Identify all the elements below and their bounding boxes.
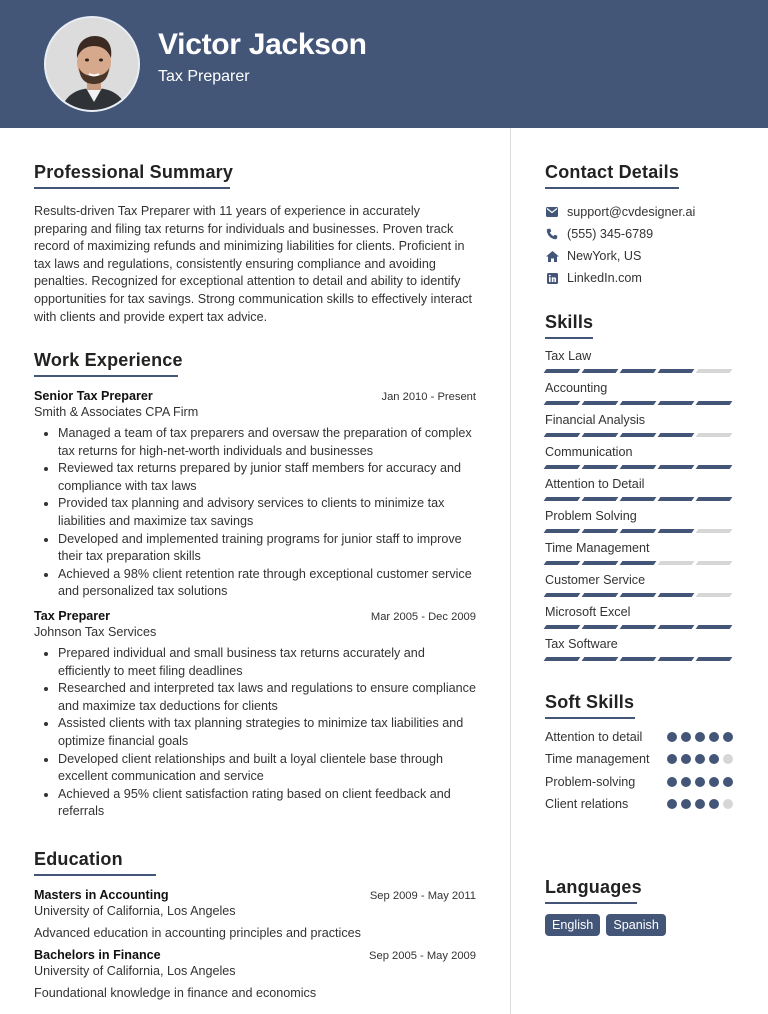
- rating-dot: [695, 799, 705, 809]
- skill-level-segment: [544, 465, 581, 469]
- skill-item: [545, 413, 735, 445]
- rating-dot: [695, 754, 705, 764]
- soft-skill-item: [545, 751, 735, 768]
- contact-phone[interactable]: [545, 223, 735, 245]
- school: University of California, Los Angeles: [34, 904, 236, 918]
- education-heading-rule: [34, 874, 156, 876]
- skill-name: Tax Law: [545, 349, 592, 363]
- soft-skill-rating: [667, 777, 733, 787]
- skill-level-segment: [696, 657, 733, 661]
- rating-dot: [681, 799, 691, 809]
- rating-dot: [723, 732, 733, 742]
- soft-skill-item: [545, 729, 735, 746]
- rating-dot: [695, 777, 705, 787]
- skill-level-segment: [620, 433, 657, 437]
- skill-item: [545, 541, 735, 573]
- soft-skill-name: Client relations: [545, 797, 629, 812]
- job-bullet: Researched and interpreted tax laws and regulations to ensure compliance and maximize tax deductions for clients: [34, 680, 476, 715]
- soft-skills-heading-rule: [545, 717, 635, 719]
- skill-level-segment: [658, 497, 695, 501]
- skill-level-segment: [658, 369, 695, 373]
- skills-heading-rule: [545, 337, 593, 339]
- skill-level-segment: [658, 529, 695, 533]
- skill-level-segment: [696, 529, 733, 533]
- skill-name: Communication: [545, 445, 633, 459]
- rating-dot: [667, 754, 677, 764]
- education-heading-wrap: [34, 849, 156, 876]
- job-bullet: Managed a team of tax preparers and oversaw the preparation of complex tax returns for high-net-worth individuals and businesses: [34, 425, 476, 460]
- skill-level-segment: [582, 657, 619, 661]
- education-description: Advanced education in accounting principles and practices: [34, 926, 361, 940]
- skill-level-segment: [658, 593, 695, 597]
- skill-level-segment: [658, 465, 695, 469]
- soft-skills-list: [545, 729, 735, 814]
- skill-level-segment: [696, 561, 733, 565]
- job-bullet: Achieved a 98% client retention rate through exceptional customer service and personalized tax solutions: [34, 566, 476, 601]
- avatar-illustration: [46, 18, 140, 112]
- skill-level-segment: [696, 401, 733, 405]
- skill-level-bar: [545, 561, 731, 565]
- skill-level-segment: [620, 593, 657, 597]
- education-section: [34, 849, 476, 1000]
- skill-level-segment: [696, 497, 733, 501]
- soft-skill-rating: [667, 799, 733, 809]
- skill-item: [545, 477, 735, 509]
- skill-level-segment: [582, 401, 619, 405]
- contact-email[interactable]: [545, 201, 735, 223]
- contact-linkedin[interactable]: [545, 267, 735, 289]
- job-header: [34, 389, 476, 403]
- job-bullets: [34, 425, 476, 601]
- job-bullet: Reviewed tax returns prepared by junior staff members for accuracy and compliance with tax laws: [34, 460, 476, 495]
- contact-location: [545, 245, 735, 267]
- skill-name: Financial Analysis: [545, 413, 646, 427]
- contact-list: [545, 201, 735, 289]
- rating-dot: [709, 754, 719, 764]
- education-header: [34, 888, 476, 902]
- skill-name: Microsoft Excel: [545, 605, 631, 619]
- job-entry: [34, 609, 476, 821]
- skill-level-segment: [582, 433, 619, 437]
- degree: Bachelors in Finance: [34, 948, 161, 962]
- rating-dot: [723, 799, 733, 809]
- profile-photo: [44, 16, 140, 112]
- job-entry: [34, 389, 476, 601]
- location-text: NewYork, US: [567, 249, 642, 263]
- rating-dot: [709, 732, 719, 742]
- rating-dot: [667, 777, 677, 787]
- job-company: Smith & Associates CPA Firm: [34, 405, 199, 419]
- rating-dot: [681, 754, 691, 764]
- job-bullet: Developed and implemented training programs for junior staff to improve their tax preparation skills: [34, 531, 476, 566]
- contact-heading-wrap: [545, 162, 679, 189]
- skill-level-segment: [544, 369, 581, 373]
- skill-level-bar: [545, 401, 731, 405]
- soft-skills-heading: Soft Skills: [545, 692, 635, 712]
- education-entry: [34, 888, 476, 940]
- job-bullet: Achieved a 95% client satisfaction rating based on client feedback and referrals: [34, 786, 476, 821]
- contact-heading-rule: [545, 187, 679, 189]
- job-header: [34, 609, 476, 623]
- skill-level-segment: [544, 433, 581, 437]
- skill-name: Customer Service: [545, 573, 646, 587]
- education-header: [34, 948, 476, 962]
- skill-level-segment: [658, 625, 695, 629]
- skill-level-segment: [620, 529, 657, 533]
- education-date: Sep 2005 - May 2009: [369, 950, 476, 962]
- skill-level-segment: [696, 625, 733, 629]
- experience-heading: Work Experience: [34, 350, 183, 370]
- skill-level-segment: [544, 593, 581, 597]
- languages-heading-wrap: [545, 877, 642, 904]
- job-company: Johnson Tax Services: [34, 624, 157, 639]
- job-title: Senior Tax Preparer: [34, 389, 153, 403]
- education-description: Foundational knowledge in finance and economics: [34, 986, 317, 1000]
- soft-skill-name: Attention to detail: [545, 730, 643, 744]
- linkedin-icon: [545, 273, 559, 284]
- skill-level-segment: [582, 369, 619, 373]
- skills-section: [545, 312, 735, 669]
- degree: Masters in Accounting: [34, 888, 169, 902]
- rating-dot: [667, 732, 677, 742]
- skill-level-segment: [696, 465, 733, 469]
- school: University of California, Los Angeles: [34, 964, 236, 978]
- job-bullets: [34, 645, 476, 821]
- languages-heading: Languages: [545, 877, 642, 897]
- skill-level-segment: [620, 561, 657, 565]
- phone-text: (555) 345-6789: [567, 227, 654, 241]
- rating-dot: [681, 777, 691, 787]
- skill-level-segment: [658, 401, 695, 405]
- resume-header: [0, 0, 768, 128]
- skill-level-segment: [582, 465, 619, 469]
- skill-level-bar: [545, 433, 731, 437]
- skill-level-segment: [696, 433, 733, 437]
- skill-level-segment: [544, 657, 581, 661]
- job-bullet: Provided tax planning and advisory services to clients to minimize tax liabilities and maximize tax savings: [34, 495, 476, 530]
- education-entry: [34, 948, 476, 1000]
- contact-section: [545, 162, 735, 289]
- skill-name: Time Management: [545, 541, 650, 555]
- skill-level-bar: [545, 657, 731, 661]
- job-title: Tax Preparer: [34, 608, 111, 623]
- skill-item: [545, 637, 735, 669]
- summary-section: [34, 162, 476, 326]
- skill-level-segment: [544, 401, 581, 405]
- skill-item: [545, 509, 735, 541]
- summary-heading-wrap: [34, 162, 233, 189]
- skills-heading-wrap: [545, 312, 593, 339]
- skill-level-segment: [544, 497, 581, 501]
- skill-level-segment: [658, 561, 695, 565]
- soft-skill-rating: [667, 732, 733, 742]
- rating-dot: [667, 799, 677, 809]
- contact-heading: Contact Details: [545, 162, 680, 182]
- envelope-icon: [545, 207, 559, 217]
- rating-dot: [695, 732, 705, 742]
- rating-dot: [709, 777, 719, 787]
- language-tag: Spanish: [606, 914, 666, 936]
- skill-level-segment: [544, 561, 581, 565]
- linkedin-text: LinkedIn.com: [567, 271, 642, 285]
- soft-skill-name: Time management: [545, 752, 650, 767]
- job-date: Mar 2005 - Dec 2009: [370, 610, 476, 623]
- skill-level-bar: [545, 465, 731, 469]
- soft-skills-heading-wrap: [545, 692, 635, 719]
- skill-name: Accounting: [545, 381, 608, 395]
- skill-name: Tax Software: [545, 637, 618, 651]
- skill-name: Attention to Detail: [545, 477, 645, 491]
- languages-heading-rule: [545, 902, 637, 904]
- skill-level-segment: [582, 497, 619, 501]
- home-icon: [545, 251, 559, 262]
- column-divider: [510, 128, 511, 1014]
- soft-skill-rating: [667, 754, 733, 764]
- skill-level-bar: [545, 369, 731, 373]
- skill-item: [545, 349, 735, 381]
- skill-item: [545, 605, 735, 637]
- job-bullet: Assisted clients with tax planning strategies to minimize tax liabilities and optimize financial goals: [34, 715, 476, 750]
- rating-dot: [723, 777, 733, 787]
- education-heading: Education: [34, 849, 123, 869]
- soft-skill-name: Problem-solving: [545, 774, 636, 789]
- skill-level-segment: [620, 401, 657, 405]
- job-date: Jan 2010 - Present: [381, 391, 476, 403]
- skill-level-bar: [545, 497, 731, 501]
- skill-level-bar: [545, 593, 731, 597]
- skill-level-segment: [582, 625, 619, 629]
- skill-level-segment: [544, 625, 581, 629]
- skill-item: [545, 573, 735, 605]
- languages-section: [545, 877, 735, 936]
- skill-level-segment: [620, 657, 657, 661]
- education-date: Sep 2009 - May 2011: [369, 890, 476, 902]
- language-tag: English: [545, 914, 600, 936]
- job-bullet: Developed client relationships and built a loyal clientele base through excellent communication and service: [34, 751, 476, 786]
- skills-list: [545, 349, 735, 669]
- skill-level-segment: [582, 561, 619, 565]
- languages-list: [545, 914, 735, 936]
- skills-heading: Skills: [545, 312, 594, 332]
- skill-level-segment: [620, 369, 657, 373]
- experience-section: [34, 350, 476, 821]
- job-bullet: Prepared individual and small business tax returns accurately and efficiently to meet filing deadlines: [34, 645, 476, 680]
- skill-level-segment: [620, 465, 657, 469]
- skill-level-segment: [658, 657, 695, 661]
- rating-dot: [681, 732, 691, 742]
- soft-skill-item: [545, 796, 735, 813]
- candidate-title: Tax Preparer: [158, 68, 250, 85]
- experience-heading-wrap: [34, 350, 183, 377]
- skill-level-segment: [620, 497, 657, 501]
- skill-name: Problem Solving: [545, 509, 637, 523]
- skill-level-segment: [620, 625, 657, 629]
- summary-text: Results-driven Tax Preparer with 11 years of experience in accurately preparing and filing tax returns for individuals and businesses. Proven track record of maximizing refunds and minimizing liabilities for clients. Proficient in tax laws and regulations, consistently ensuring compliance and avoiding penalties. Recognized for exceptional attention to detail and ability to identify opportunities for tax savings. Strong communication skills to effectively interact with clients and provide expert tax advice.: [34, 204, 472, 324]
- skill-item: [545, 445, 735, 477]
- skill-level-bar: [545, 625, 731, 629]
- skill-level-segment: [582, 529, 619, 533]
- skill-level-segment: [696, 593, 733, 597]
- soft-skill-item: [545, 774, 735, 791]
- rating-dot: [723, 754, 733, 764]
- skill-level-segment: [582, 593, 619, 597]
- skill-level-segment: [658, 433, 695, 437]
- summary-heading: Professional Summary: [34, 162, 234, 182]
- skill-item: [545, 381, 735, 413]
- phone-icon: [545, 228, 559, 240]
- candidate-name: Victor Jackson: [158, 28, 367, 61]
- skill-level-segment: [696, 369, 733, 373]
- experience-heading-rule: [34, 375, 178, 377]
- soft-skills-section: [545, 692, 735, 814]
- skill-level-bar: [545, 529, 731, 533]
- rating-dot: [709, 799, 719, 809]
- email-text: support@cvdesigner.ai: [567, 205, 696, 219]
- skill-level-segment: [544, 529, 581, 533]
- summary-heading-rule: [34, 187, 230, 189]
